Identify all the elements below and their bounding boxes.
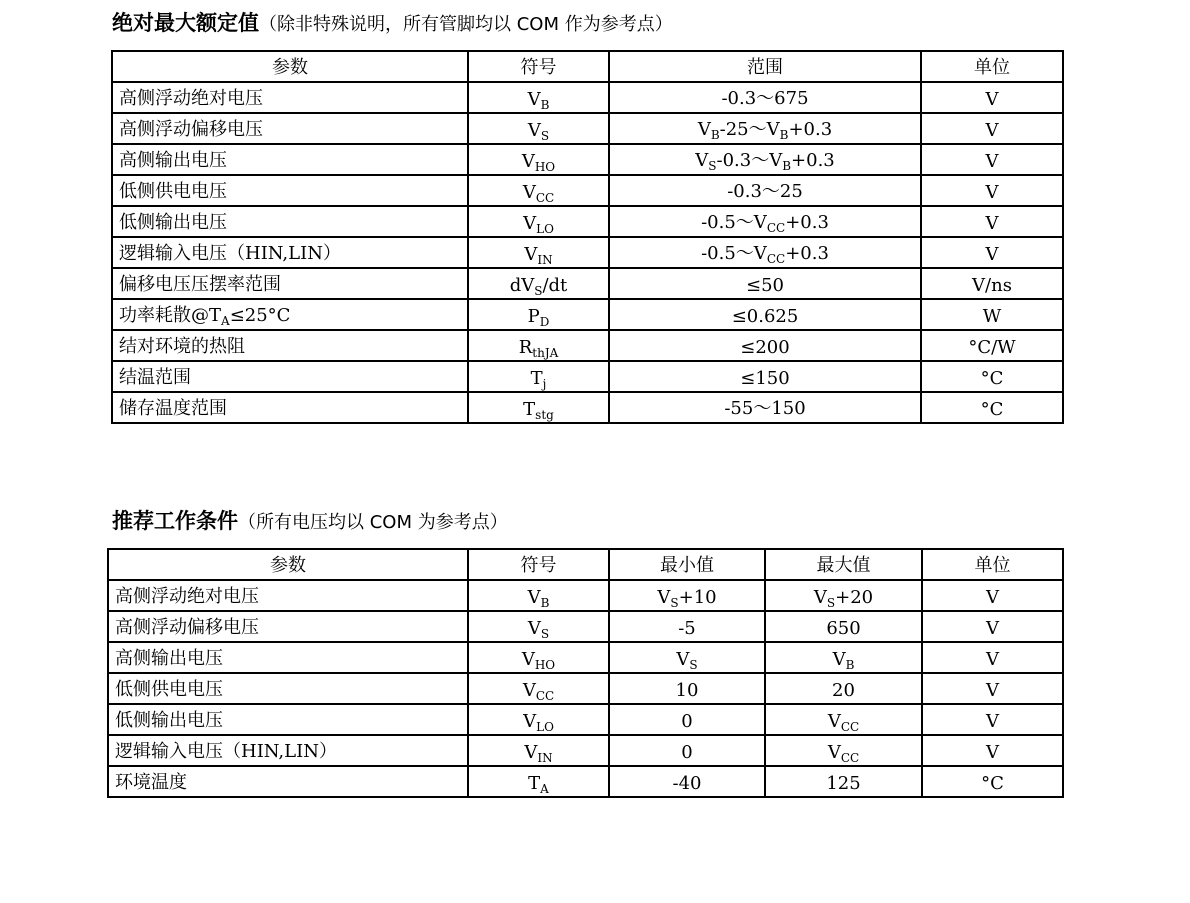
text-run: +0.3 [791,150,835,171]
unit-cell: W [921,299,1063,330]
symbol-cell [468,268,609,299]
table-row [108,673,1063,704]
unit-cell: V [922,704,1063,735]
param-cell: 低侧供电电压 [112,175,468,206]
symbol-cell [468,82,609,113]
table-header-row [112,51,1063,82]
text-run: ≤200 [740,337,790,358]
text-run: V [524,244,538,265]
range-cell [609,392,921,423]
text-run: V [827,742,841,763]
subscript: HO [534,658,556,672]
subscript: B [710,128,720,142]
text-run: -25～V [719,119,780,140]
symbol-cell [468,361,609,392]
header-symbol: 符号 [468,51,609,82]
range-cell [609,175,921,206]
subscript: CC [535,191,555,205]
header-param: 参数 [112,51,468,82]
section-title: 推荐工作条件 [112,509,238,533]
text-run: +0.3 [788,119,833,140]
subscript: j [542,377,547,391]
symbol-cell [468,175,609,206]
subscript: B [540,596,550,610]
text-run: ≤25°C [229,305,291,326]
unit-cell: °C [922,766,1063,797]
text-run: -0.3～V [716,150,783,171]
header-max: 最大值 [765,549,922,580]
text-run: V [813,587,827,608]
text-run: +0.3 [785,212,829,233]
unit-cell: V/ns [921,268,1063,299]
subscript: B [779,128,789,142]
subscript: LO [536,720,554,734]
header-param: 参数 [108,549,468,580]
symbol-cell [468,766,609,797]
section-title: 绝对最大额定值 [112,11,259,35]
min-cell [609,611,765,642]
param-cell: 高侧浮动绝对电压 [108,580,468,611]
max-cell [765,580,922,611]
text-run: dV [509,275,535,296]
subscript: S [670,596,679,610]
subscript: IN [537,751,553,765]
max-cell [765,704,922,735]
range-cell [609,361,921,392]
unit-cell: V [922,642,1063,673]
param-cell: 逻辑输入电压（HIN,LIN） [112,237,468,268]
text-run: 20 [832,680,855,701]
subscript: thJA [532,346,559,360]
text-run: V [522,182,536,203]
text-run: P [527,306,540,327]
symbol-cell [468,330,609,361]
table-row [108,704,1063,735]
table-row [112,392,1063,423]
text-run: -40 [672,773,702,794]
table-body [108,549,1063,797]
subscript: D [539,315,550,329]
param-cell: 高侧浮动偏移电压 [108,611,468,642]
text-run: V [697,119,711,140]
unit-cell: V [921,82,1063,113]
subscript: CC [766,252,786,266]
text-run: 650 [826,618,861,639]
param-cell: 高侧输出电压 [108,642,468,673]
subscript: B [845,658,855,672]
symbol-cell [468,113,609,144]
header-range: 范围 [609,51,921,82]
unit-cell: V [921,144,1063,175]
max-cell [765,673,922,704]
unit-cell: V [922,580,1063,611]
symbol-cell [468,611,609,642]
symbol-cell [468,704,609,735]
unit-cell: V [922,735,1063,766]
subscript: CC [840,751,860,765]
unit-cell: V [922,673,1063,704]
text-run: V [657,587,671,608]
min-cell [609,704,765,735]
text-run: +0.3 [785,243,829,264]
subscript: S [708,159,717,173]
text-run: T [523,399,536,420]
symbol-cell [468,206,609,237]
text-run: /dt [542,275,568,296]
table-row [112,82,1063,113]
text-run: -0.5～V [701,212,767,233]
unit-cell: °C/W [921,330,1063,361]
text-run: 0 [681,742,693,763]
param-cell: 高侧浮动绝对电压 [112,82,468,113]
range-cell [609,206,921,237]
table-row [112,299,1063,330]
param-cell: 低侧供电电压 [108,673,468,704]
table-row [108,642,1063,673]
text-run: V [522,680,536,701]
table-row [112,206,1063,237]
text-run: -0.3～675 [721,88,809,109]
range-cell [609,144,921,175]
text-run: 功率耗散@T [119,305,222,326]
header-unit: 单位 [921,51,1063,82]
text-run: 10 [675,680,699,701]
range-cell [609,237,921,268]
max-cell [765,611,922,642]
unit-cell: °C [921,392,1063,423]
subscript: S [540,627,550,641]
table-header-row [108,549,1063,580]
header-min: 最小值 [609,549,765,580]
text-run: V [527,618,541,639]
text-run: V [523,711,537,732]
text-run: -55～150 [724,398,806,419]
param-cell: 储存温度范围 [112,392,468,423]
subscript: S [534,284,543,298]
table-row [108,735,1063,766]
text-run: V [524,742,538,763]
text-run: V [523,213,537,234]
symbol-cell [468,673,609,704]
section-heading-absolute-max [112,7,673,37]
subscript: CC [766,221,786,235]
param-cell [112,299,468,330]
range-cell [609,268,921,299]
table-row [112,237,1063,268]
param-cell: 低侧输出电压 [112,206,468,237]
min-cell [609,673,765,704]
text-run: T [528,773,541,794]
subscript: HO [534,160,556,174]
param-cell: 结温范围 [112,361,468,392]
unit-cell: V [922,611,1063,642]
table-row [108,580,1063,611]
text-run: -0.3～25 [727,181,803,202]
subscript: CC [535,689,555,703]
table-row [112,361,1063,392]
table-body [112,51,1063,423]
min-cell [609,766,765,797]
min-cell [609,735,765,766]
symbol-cell [468,144,609,175]
min-cell [609,580,765,611]
param-cell: 偏移电压压摆率范围 [112,268,468,299]
unit-cell: V [921,206,1063,237]
range-cell [609,330,921,361]
range-cell [609,299,921,330]
symbol-cell [468,237,609,268]
param-cell: 环境温度 [108,766,468,797]
symbol-cell [468,299,609,330]
subscript: IN [537,253,553,267]
param-cell: 逻辑输入电压（HIN,LIN） [108,735,468,766]
text-run: ≤150 [740,368,790,389]
text-run: V [527,89,541,110]
symbol-cell [468,642,609,673]
recommended-conditions-table [107,548,1064,798]
text-run: R [518,337,533,358]
param-cell: 高侧浮动偏移电压 [112,113,468,144]
subscript: CC [840,720,860,734]
text-run: V [832,649,846,670]
absolute-max-ratings-table [111,50,1064,424]
table-row [112,175,1063,206]
param-cell: 结对环境的热阻 [112,330,468,361]
text-run: V [521,649,535,670]
section-subtitle: （所有电压均以 COM 为参考点） [238,512,508,533]
table-row [108,766,1063,797]
subscript: A [221,314,230,328]
param-cell: 高侧输出电压 [112,144,468,175]
symbol-cell [468,580,609,611]
section-subtitle: （除非特殊说明，所有管脚均以 COM 作为参考点） [259,14,673,35]
table-row [112,330,1063,361]
subscript: S [540,129,550,143]
text-run: V [695,150,709,171]
text-run: +10 [678,587,717,608]
max-cell [765,735,922,766]
table-row [112,144,1063,175]
table-row [112,113,1063,144]
text-run: -0.5～V [701,243,767,264]
header-symbol: 符号 [468,549,609,580]
text-run: V [527,587,541,608]
table-row [112,268,1063,299]
range-cell [609,113,921,144]
symbol-cell [468,735,609,766]
text-run: V [827,711,841,732]
text-run: ≤50 [746,275,784,296]
subscript: B [540,98,550,112]
min-cell [609,642,765,673]
range-cell [609,82,921,113]
text-run: ≤0.625 [731,306,799,327]
unit-cell: V [921,175,1063,206]
text-run: 125 [826,773,861,794]
subscript: B [782,159,792,173]
param-cell: 低侧输出电压 [108,704,468,735]
text-run: T [530,368,543,389]
subscript: LO [536,222,554,236]
table-row [108,611,1063,642]
subscript: S [689,658,698,672]
max-cell [765,642,922,673]
header-unit: 单位 [922,549,1063,580]
subscript: A [540,782,549,796]
text-run: 0 [681,711,693,732]
text-run: V [676,649,690,670]
text-run: -5 [678,618,696,639]
max-cell [765,766,922,797]
unit-cell: V [921,237,1063,268]
text-run: V [521,151,535,172]
section-heading-recommended [112,505,508,535]
text-run: +20 [835,587,874,608]
subscript: stg [535,408,554,422]
symbol-cell [468,392,609,423]
unit-cell: V [921,113,1063,144]
unit-cell: °C [921,361,1063,392]
text-run: V [527,120,541,141]
subscript: S [826,596,836,610]
